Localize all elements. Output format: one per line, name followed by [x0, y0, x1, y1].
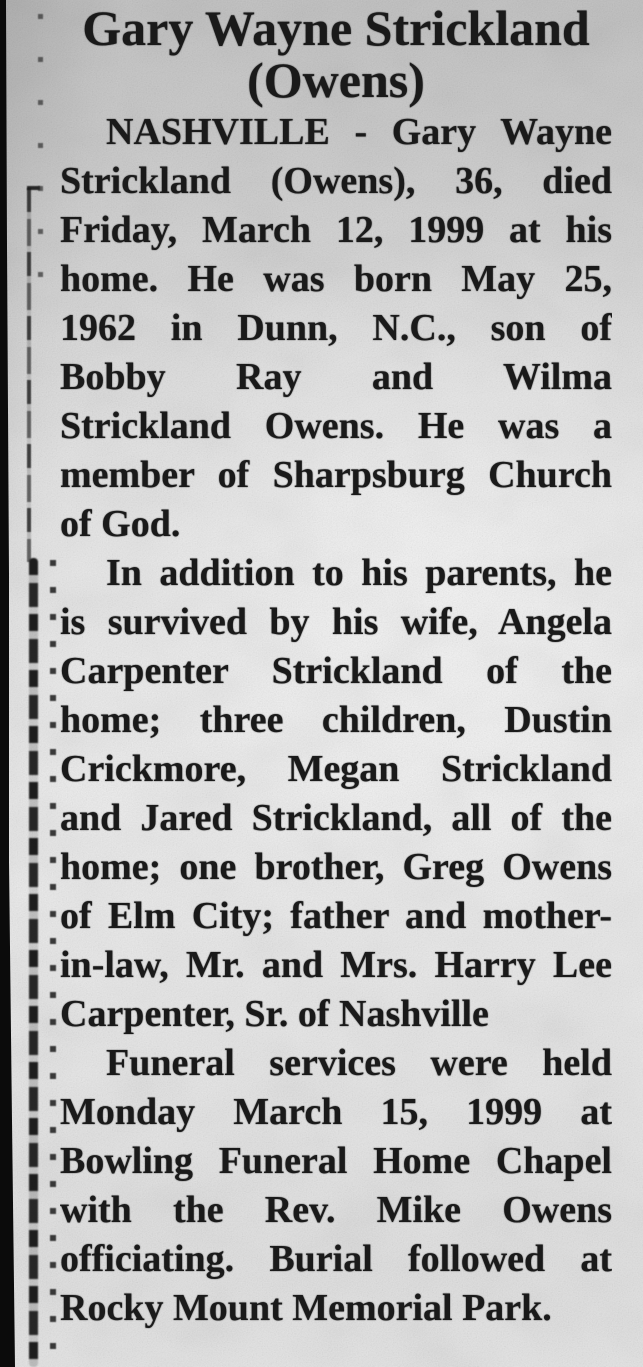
scan-speckles — [38, 14, 43, 294]
column-crease-lower — [29, 558, 38, 1367]
body-line: NASHVILLE - Gary Wayne — [106, 111, 612, 153]
body-line: with the Rev. Mike Owens — [60, 1189, 612, 1231]
body-line: Strickland (Owens), 36, died — [60, 160, 612, 202]
scan-edge-bar — [0, 0, 16, 1367]
obituary-title — [60, 2, 612, 106]
body-line: Funeral services were held — [106, 1042, 612, 1084]
title-line-2: (Owens) — [247, 52, 425, 108]
body-line: officiating. Burial followed at — [60, 1238, 612, 1280]
body-line: Strickland Owens. He was a — [60, 405, 612, 447]
body-line: Bobby Ray and Wilma — [60, 356, 612, 398]
body-line: and Jared Strickland, all of the — [60, 797, 612, 839]
body-line: in-law, Mr. and Mrs. Harry Lee — [60, 944, 612, 986]
title-line-1: Gary Wayne Strickland — [82, 0, 590, 56]
body-line: In addition to his parents, he — [106, 552, 612, 594]
body-line: Monday March 15, 1999 at — [60, 1091, 612, 1133]
body-line: Crickmore, Megan Strickland — [60, 748, 612, 790]
body-line: is survived by his wife, Angela — [60, 601, 612, 643]
perforation-dots — [50, 560, 56, 1367]
body-line: Rocky Mount Memorial Park. — [60, 1287, 552, 1329]
body-line: home; three children, Dustin — [60, 699, 612, 741]
body-line: Bowling Funeral Home Chapel — [60, 1140, 612, 1182]
column-crease-upper — [27, 188, 31, 562]
body-line: Friday, March 12, 1999 at his — [60, 209, 612, 251]
body-line: 1962 in Dunn, N.C., son of — [60, 307, 612, 349]
body-line: of God. — [60, 503, 181, 545]
body-line: member of Sharpsburg Church — [60, 454, 612, 496]
obituary-text — [60, 2, 612, 1333]
body-line: home; one brother, Greg Owens — [60, 846, 612, 888]
body-line: home. He was born May 25, — [60, 258, 612, 300]
body-line: of Elm City; father and mother- — [60, 895, 612, 937]
body-line: Carpenter Strickland of the — [60, 650, 612, 692]
body-line: Carpenter, Sr. of Nashville — [60, 993, 489, 1035]
